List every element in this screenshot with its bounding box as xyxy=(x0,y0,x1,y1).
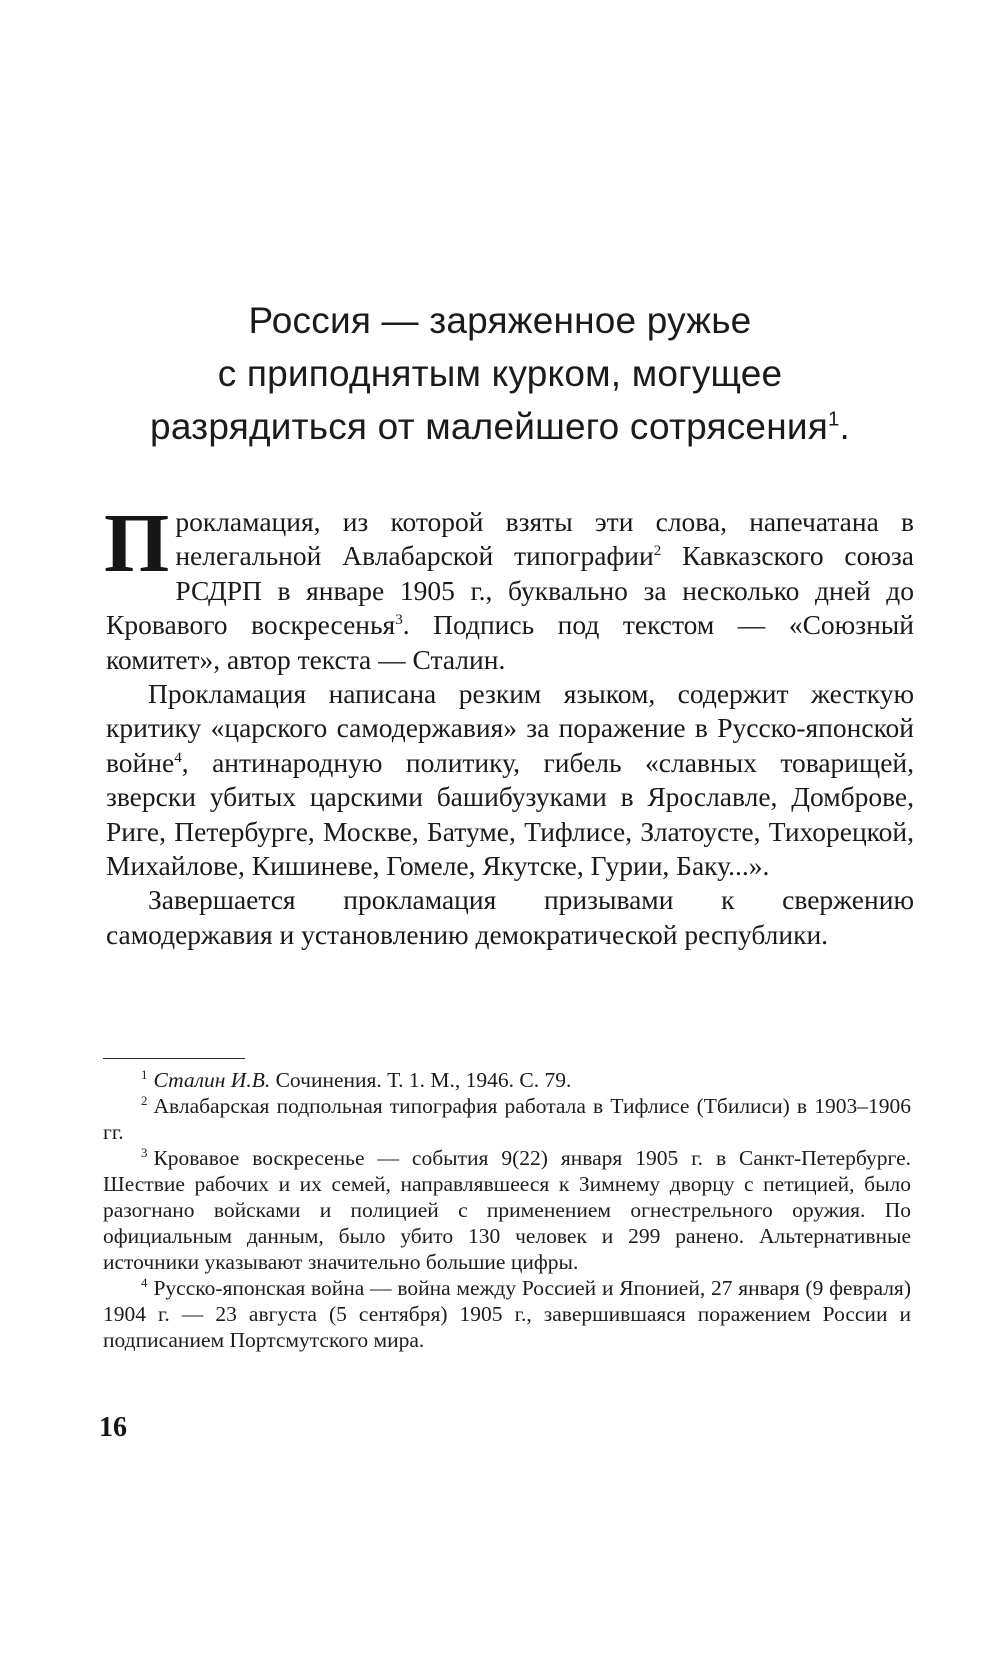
paragraph-1-text-c: . Подпись под текстом — «Союзный комитет», автор текста — Сталин. xyxy=(106,609,914,675)
epigraph-line-3 xyxy=(100,400,900,453)
footnote-separator xyxy=(103,1058,245,1059)
epigraph-line-2: с приподнятым курком, могущее xyxy=(217,353,783,394)
footnote-4 xyxy=(103,1275,911,1353)
footnote-text: Сочинения. Т. 1. М., 1946. С. 79. xyxy=(270,1068,572,1092)
epigraph xyxy=(100,294,900,453)
footnote-ref-4: 4 xyxy=(174,749,182,766)
paragraph-1-text-a: рокламация, из которой взяты эти слова, напечатана в нелегальной Авлабарской типографии xyxy=(175,506,914,572)
footnotes xyxy=(103,1067,911,1353)
footnote-author: Сталин И.В. xyxy=(153,1068,271,1092)
paragraph-2 xyxy=(106,677,914,883)
footnote-number: 4 xyxy=(141,1275,148,1290)
page-number: 16 xyxy=(99,1412,127,1443)
body-text xyxy=(104,497,914,952)
paragraph-2-text-a: Прокламация написана резким языком, содержит жесткую критику «царского самодержавия» за поражение в Русско-японской войне xyxy=(106,678,914,778)
footnote-ref-3: 3 xyxy=(395,612,403,629)
drop-cap: П xyxy=(104,497,170,590)
paragraph-1 xyxy=(104,497,914,677)
footnote-number: 3 xyxy=(141,1145,148,1160)
footnote-text: Кровавое воскресенье — события 9(22) января 1905 г. в Санкт-Петербурге. Шествие рабочих и их семей, направлявшееся к Зимнему дворцу с петицией, было разогнано войсками и полицией с применением огнестрельного оружия. По официальным данным, было убито 130 человек и 299 ранено. Альтернативные источники указывают значительно большие цифры. xyxy=(103,1146,911,1274)
epigraph-line-1: Россия — заряженное ружье xyxy=(248,300,752,341)
epigraph-end: . xyxy=(839,406,850,447)
epigraph-line-3-text: разрядиться от малейшего сотрясения xyxy=(150,406,828,447)
footnote-2 xyxy=(103,1093,911,1145)
footnote-ref-2: 2 xyxy=(653,543,662,560)
footnote-text: Русско-японская война — война между Россией и Японией, 27 января (9 февраля) 1904 г. — 23 августа (5 сентября) 1905 г., завершившаяся поражением России и подписанием Портсмутского мира. xyxy=(103,1276,911,1352)
footnote-number: 1 xyxy=(141,1067,148,1082)
footnote-number: 2 xyxy=(141,1093,148,1108)
paragraph-1-text-b: Кавказского союза РСДРП в январе 1905 г., буквально за несколько дней до Кровавого воскресенья xyxy=(106,540,914,641)
footnote-text: Авлабарская подпольная типография работала в Тифлисе (Тбилиси) в 1903–1906 гг. xyxy=(103,1094,911,1144)
footnote-1 xyxy=(103,1067,911,1093)
paragraph-3: Завершается прокламация призывами к свержению самодержавия и установлению демократической республики. xyxy=(106,884,914,950)
footnote-ref-1: 1 xyxy=(827,408,840,431)
paragraph-2-text-b: , антинародную политику, гибель «славных товарищей, зверски убитых царскими башибузуками в Ярославле, Домброве, Риге, Петербурге, Москве, Батуме, Тифлисе, Златоусте, Тихорецкой, Михайлове, Кишиневе, Гомеле, Якутске, Гурии, Баку...». xyxy=(106,746,914,882)
footnote-3 xyxy=(103,1145,911,1275)
